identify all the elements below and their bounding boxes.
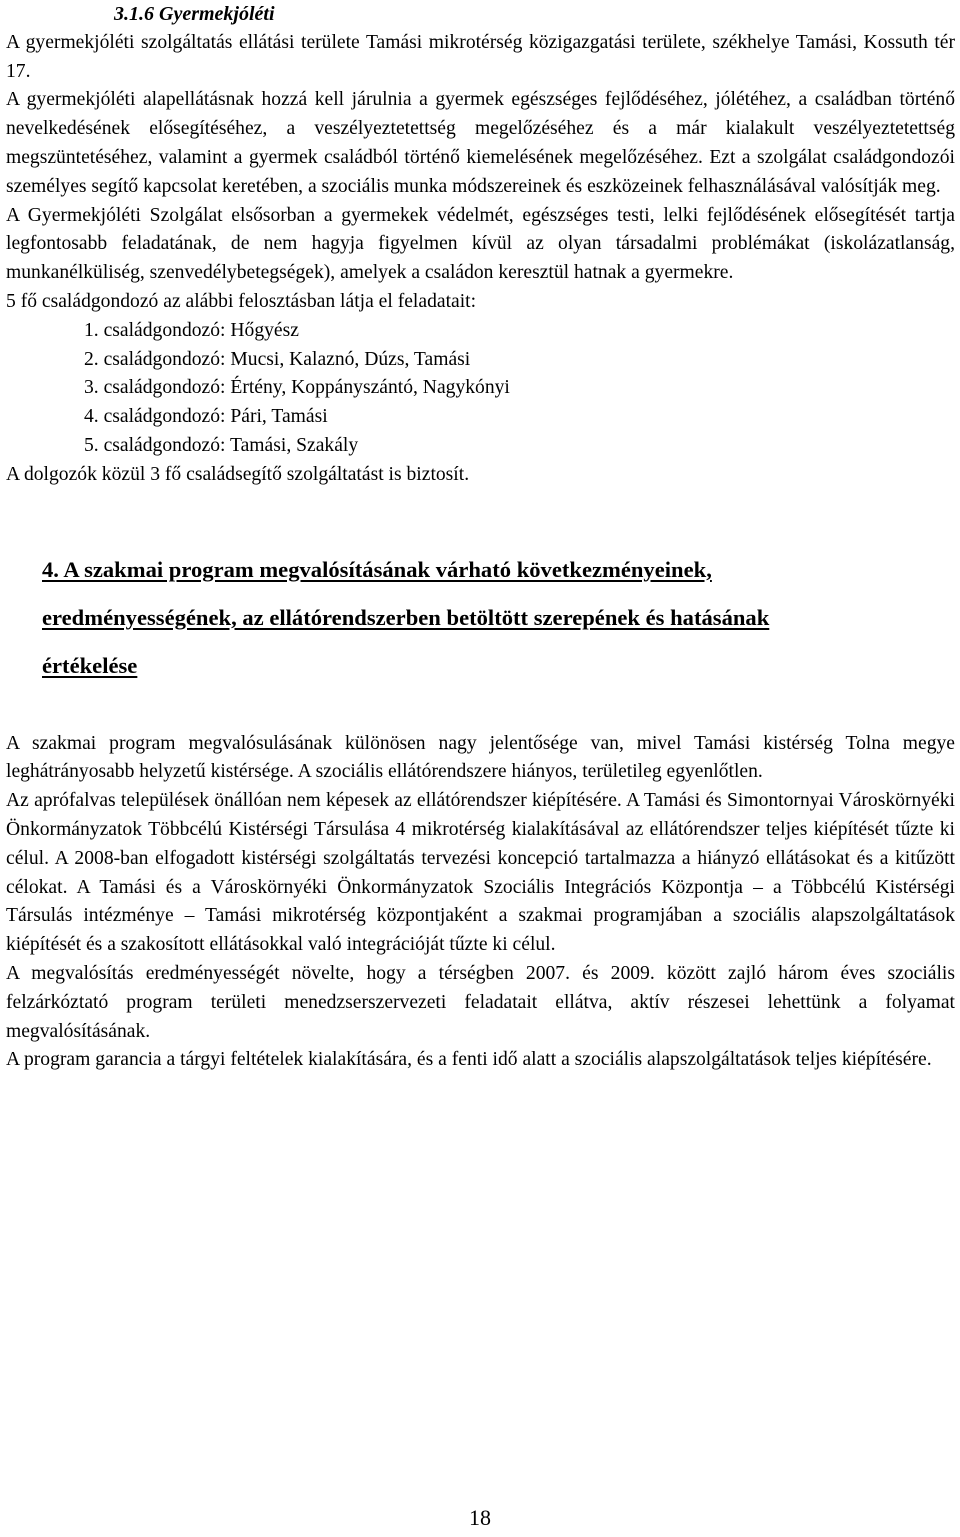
paragraph: A szakmai program megvalósulásának különösen nagy jelentősége van, mivel Tamási kistérség Tolna megye leghátrányosabb helyzetű kistérsége. A szociális ellátórendszere hiányos, területileg egyenlőtlen.: [6, 732, 955, 783]
list-item: 5. családgondozó: Tamási, Szakály: [84, 434, 359, 456]
chapter-heading-text: 4. A szakmai program megvalósításának várható következményeinek,: [42, 556, 712, 582]
list-item: 3. családgondozó: Értény, Koppányszántó, Nagykónyi: [84, 377, 510, 399]
paragraph: A gyermekjóléti szolgáltatás ellátási területe Tamási mikrotérség közigazgatási területe, székhelye Tamási, Kossuth tér 17.: [6, 31, 955, 82]
list-item: 2. családgondozó: Mucsi, Kalaznó, Dúzs, Tamási: [84, 348, 471, 370]
document-page: [6, 0, 955, 1075]
paragraph: A gyermekjóléti alapellátásnak hozzá kell járulnia a gyermek egészséges fejlődéséhez, jólétéhez, a családban történő nevelkedésének elősegítéséhez, a veszélyeztetettség megelőzéséhez és a már kialakult veszélyeztetettség megszüntetéséhez, valamint a gyermek családból történő kiemelésének megelőzéséhez. Ezt a szolgálat családgondozói személyes segítő kapcsolat keretében, a szociális munka módszereinek és eszközeinek felhasználásával valósítják meg.: [6, 89, 955, 197]
paragraph: A megvalósítás eredményességét növelte, hogy a térségben 2007. és 2009. között zajló három éves szociális felzárkóztató program területi menedzserszervezeti feladatait ellátva, aktív részesei lehettünk a folyamat megvalósításának.: [6, 962, 955, 1042]
caseworker-list: [6, 317, 955, 461]
paragraph: A dolgozók közül 3 fő családsegítő szolgáltatást is biztosít.: [6, 463, 470, 485]
chapter-heading-line: [6, 594, 955, 642]
paragraph: Az aprófalvas települések önállóan nem képesek az ellátórendszer kiépítésére. A Tamási és Simontornyai Városkörnyéki Önkormányzatok Többcélú Kistérségi Társulása 4 mikrotérség kialakításával az ellátórendszer teljes kiépítését tűzte ki célul. A 2008-ban elfogadott kistérségi szolgáltatás tervezési koncepció tartalmazza a hiányzó ellátásokat és a kitűzött célokat. A Tamási és a Városkörnyéki Önkormányzatok Szociális Integrációs Központja – a Többcélú Kistérségi Társulás intézménye – Tamási mikrotérség központjaként a szakmai programjában a szociális alapszolgáltatások kiépítését és a szakosított ellátásokkal való integrációját tűzte ki célul.: [6, 790, 955, 956]
paragraph: 5 fő családgondozó az alábbi felosztásban látja el feladatait:: [6, 290, 477, 312]
chapter-heading-line: [6, 546, 955, 594]
chapter-heading-text: eredményességének, az ellátórendszerben betöltött szerepének és hatásának: [42, 604, 770, 630]
chapter-heading-line: [6, 642, 955, 690]
paragraph: A Gyermekjóléti Szolgálat elsősorban a gyermekek védelmét, egészséges testi, lelki fejlődésének elősegítését tartja legfontosabb feladatának, de nem hagyja figyelmen kívül az olyan társadalmi problémákat (iskolázatlanság, munkanélküliség, szenvedélybetegségek), amelyek a családon keresztül hatnak a gyermekre.: [6, 204, 955, 284]
paragraph: A program garancia a tárgyi feltételek kialakítására, és a fenti idő alatt a szociális alapszolgáltatások teljes kiépítésére.: [6, 1049, 932, 1071]
chapter-heading-text: értékelése: [42, 652, 138, 678]
section-heading: 3.1.6 Gyermekjóléti: [114, 3, 275, 25]
list-item: 1. családgondozó: Hőgyész: [84, 319, 299, 341]
list-item: 4. családgondozó: Pári, Tamási: [84, 406, 328, 428]
page-number: 18: [469, 1505, 491, 1530]
